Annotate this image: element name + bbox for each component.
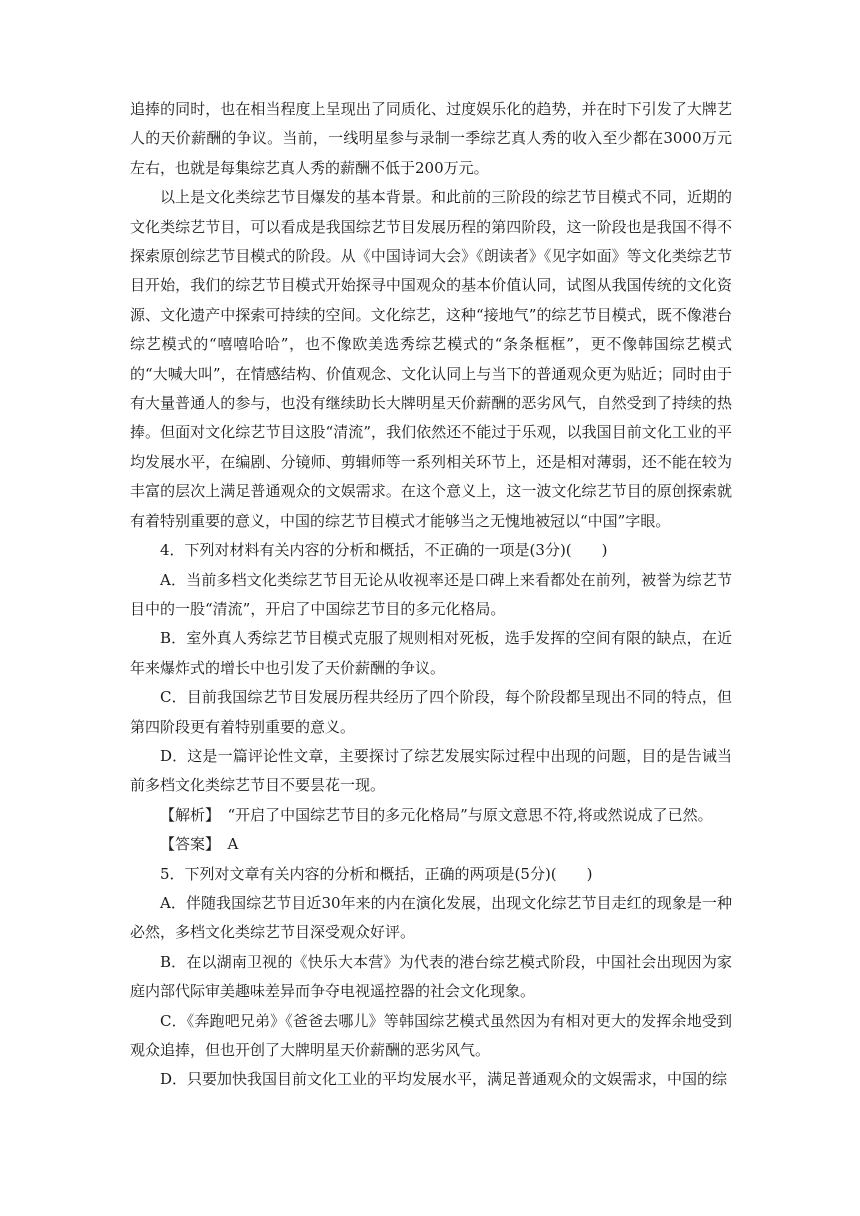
question-4-option-a: A．当前多档文化类综艺节目无论从收视率还是口碑上来看都处在前列，被誉为综艺节目中的一股“清流”，开启了中国综艺节目的多元化格局。 (130, 570, 732, 618)
question-4-analysis: 【解析】 “开启了中国综艺节目的多元化格局”与原文意思不符,将或然说成了已然。 (160, 805, 713, 824)
question-5-option-b: B．在以湖南卫视的《快乐大本营》为代表的港台综艺模式阶段，中国社会出现因为家庭内部代际审美趣味差异而争夺电视遥控器的社会文化现象。 (130, 952, 732, 1001)
passage-paragraph-1: 追捧的同时，也在相当程度上呈现出了同质化、过度娱乐化的趋势，并在时下引发了大牌艺人的天价薪酬的争议。当前，一线明星参与录制一季综艺真人秀的收入至少都在3000万元左右，也就是每集综艺真人秀的薪酬不低于200万元。 (130, 100, 732, 177)
question-5-stem: 5．下列对文章有关内容的分析和概括，正确的两项是(5分)( ) (160, 864, 593, 883)
question-4-option-d: D．这是一篇评论性文章，主要探讨了综艺发展实际过程中出现的问题，目的是告诫当前多档文化类综艺节目不要昙花一现。 (130, 746, 732, 795)
question-4-answer: 【答案】 A (160, 835, 239, 854)
question-4-option-b: B．室外真人秀综艺节目模式克服了规则相对死板，选手发挥的空间有限的缺点，在近年来爆炸式的增长中也引发了天价薪酬的争议。 (130, 629, 732, 677)
question-5-option-c: C．《奔跑吧兄弟》《爸爸去哪儿》等韩国综艺模式虽然因为有相对更大的发挥余地受到观众追捧，但也开创了大牌明星天价薪酬的恶劣风气。 (130, 1011, 732, 1059)
question-5-option-d: D．只要加快我国目前文化工业的平均发展水平，满足普通观众的文娱需求，中国的综 (160, 1070, 728, 1089)
passage-paragraph-2: 以上是文化类综艺节目爆发的基本背景。和此前的三阶段的综艺节目模式不同，近期的文化类综艺节目，可以看成是我国综艺节目发展历程的第四阶段，这一阶段也是我国不得不探索原创综艺节目模式的阶段。从《中国诗词大会》《朗读者》《见字如面》等文化类综艺节目开始，我们的综艺节目模式开始探寻中国观众的基本价值认同，试图从我国传统的文化资源、文化遗产中探索可持续的空间。文化综艺，这种“接地气”的综艺节目模式，既不像港台综艺模式的“嘻嘻哈哈”，也不像欧美选秀综艺模式的“条条框框”，更不像韩国综艺模式的“大喊大叫”，在情感结构、价值观念、文化认同上与当下的普通观众更为贴近；同时由于有大量普通人的参与，也没有继续助长大牌明星天价薪酬的恶劣风气，自然受到了持续的热捧。但面对文化综艺节目这股“清流”，我们依然还不能过于乐观，以我国目前文化工业的平均发展水平，在编剧、分镜师、剪辑师等一系列相关环节上，还是相对薄弱，还不能在较为丰富的层次上满足普通观众的文娱需求。在这个意义上，这一波文化综艺节目的原创探索就有着特别重要的意义，中国的综艺节目模式才能够当之无愧地被冠以“中国”字眼。 (130, 188, 732, 530)
question-5-option-a: A．伴随我国综艺节目近30年来的内在演化发展，出现文化综艺节目走红的现象是一种必然，多档文化类综艺节目深受观众好评。 (130, 893, 732, 942)
question-4-option-c: C．目前我国综艺节目发展历程共经历了四个阶段，每个阶段都呈现出不同的特点，但第四阶段更有着特别重要的意义。 (130, 688, 732, 736)
document-page (130, 95, 732, 1095)
question-4-stem: 4．下列对材料有关内容的分析和概括，不正确的一项是(3分)( ) (160, 541, 608, 560)
